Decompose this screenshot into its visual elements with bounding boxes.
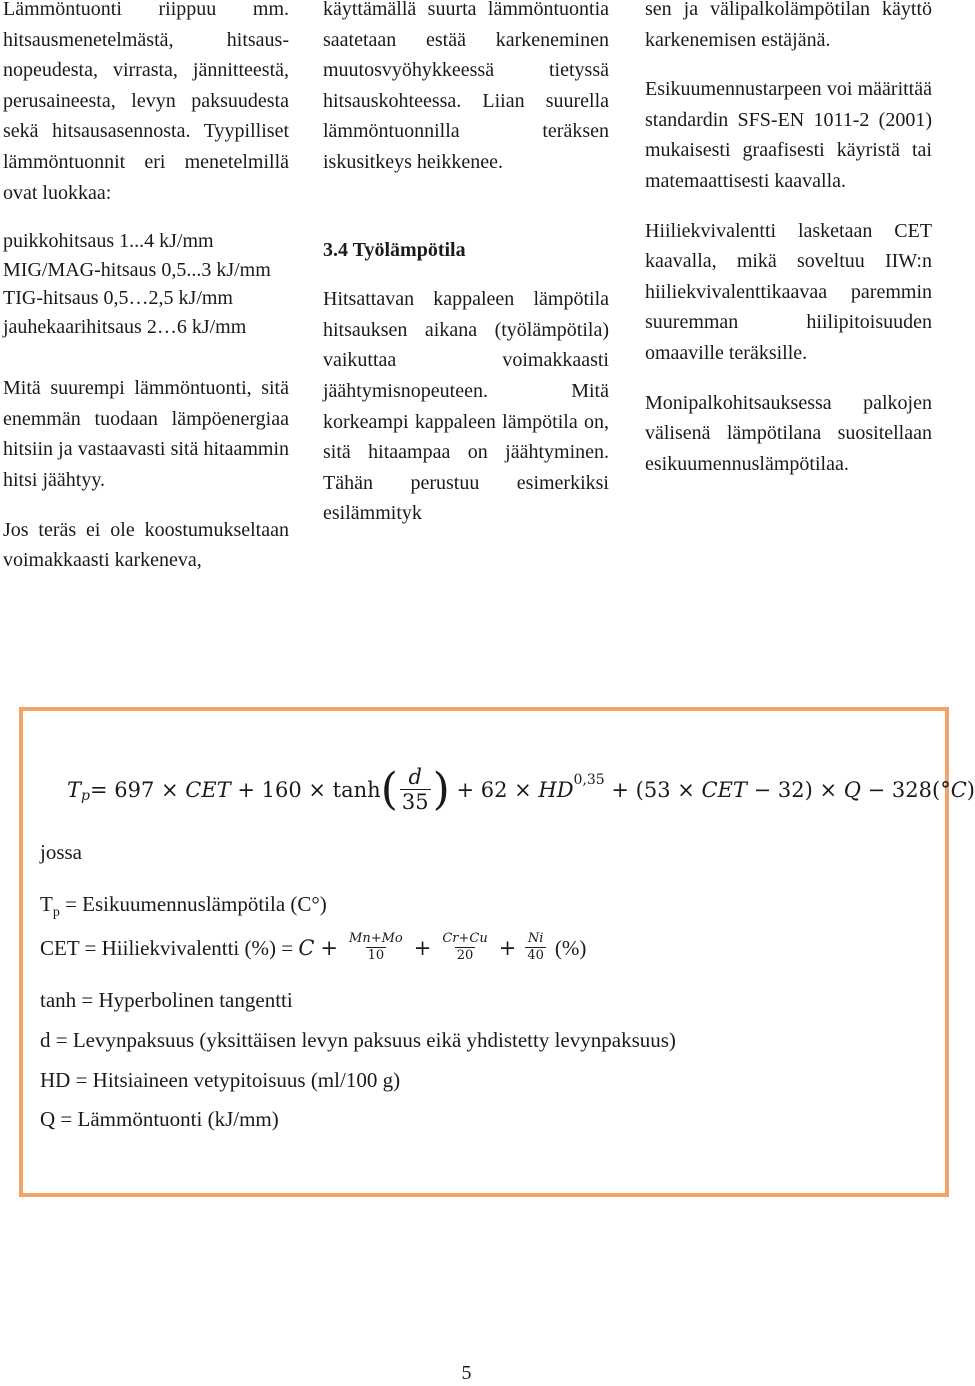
formula-fraction xyxy=(400,765,431,814)
definition-hd: HD = Hitsiaineen vetypitoisuus (ml/100 g) xyxy=(40,1068,401,1092)
cet-fraction xyxy=(525,931,546,964)
formula-text: HD xyxy=(538,777,574,802)
plus-sign: + xyxy=(413,935,432,960)
formula-text: − 32) × xyxy=(746,777,844,802)
definition-text: T xyxy=(40,892,53,916)
definition-text: = Esikuumennuslämpötila (C°) xyxy=(59,892,327,916)
paragraph: Mitä suurempi lämmöntuonti, sitä enemmän tuodaan lämpöenergiaa hitsiin ja vastaavasti sitä hitaammin hitsi jäähtyy. xyxy=(3,377,289,491)
list-item: jauhekaarihitsaus 2…6 kJ/mm xyxy=(3,315,247,338)
definition-text: 40 xyxy=(527,948,544,963)
formula-text: CET xyxy=(185,777,231,802)
list-item: puikkohitsaus 1...4 kJ/mm xyxy=(3,230,214,253)
formula-text: + 62 × xyxy=(449,777,539,802)
definition-tp xyxy=(40,891,327,921)
definition-q: Q = Lämmöntuonti (kJ/mm) xyxy=(40,1107,279,1131)
definition-text: C xyxy=(298,935,315,960)
cet-fraction xyxy=(347,931,405,964)
definition-jossa: jossa xyxy=(40,840,82,864)
page-number: 5 xyxy=(461,1362,472,1384)
definition-text: CET = Hiiliekvivalentti (%) = xyxy=(40,935,299,960)
cet-fraction xyxy=(440,931,489,964)
formula-text: 35 xyxy=(401,790,429,814)
formula-text: ) xyxy=(966,777,975,802)
formula-paren: ) xyxy=(432,763,450,815)
paragraph: Hitsattavan kappaleen lämpötila hitsauksen aikana (työlämpötila) vaikuttaa voimakkaasti jäähtymisnopeuteen. Mitä korkeampi kappaleen lämpötila on, sitä hitaampaa on jäähtyminen. Tähän perustuu esimerkiksi esilämmityk xyxy=(323,288,609,525)
paragraph: Monipalkohitsauksessa palkojen välisenä lämpötilana suositellaan esikuumennuslämpötilaa. xyxy=(645,391,932,475)
formula-text: CET xyxy=(701,777,747,802)
preheat-formula xyxy=(67,765,975,814)
paragraph: Lämmöntuonti riippuu mm. hitsausmenetelmästä, hitsausnopeudesta, virrasta, jännitteestä, perusaineesta, levyn paksuudesta sekä hitsausasennosta. Tyypilliset lämmöntuonnit eri menetelmillä ovat luokkaa: xyxy=(3,0,289,204)
definition-tanh: tanh = Hyperbolinen tangentti xyxy=(40,988,293,1012)
list-item: MIG/MAG-hitsaus 0,5...3 kJ/mm xyxy=(3,258,271,281)
definition-text: p xyxy=(52,905,60,920)
text-column-1 xyxy=(3,0,289,595)
definition-text: 20 xyxy=(456,948,474,963)
definition-cet xyxy=(40,931,586,964)
welding-methods-list xyxy=(3,227,289,341)
formula-text: T xyxy=(67,777,82,802)
text-column-3 xyxy=(645,0,932,498)
formula-text: + (53 × xyxy=(604,777,702,802)
plus-sign: + xyxy=(320,935,339,960)
formula-text: 0,35 xyxy=(573,771,605,788)
paragraph: sen ja välipalkolämpötilan käyttö karkenemisen estäjänä. xyxy=(645,0,932,51)
definition-d: d = Levynpaksuus (yksittäisen levyn paksuus eikä yhdistetty levynpaksuus) xyxy=(40,1028,676,1052)
definition-text: Ni xyxy=(527,931,544,946)
formula-paren: ( xyxy=(380,763,398,815)
formula-text: Q xyxy=(843,777,861,802)
formula-text: − 328(° xyxy=(860,777,951,802)
formula-text: d xyxy=(408,765,422,789)
definition-text: Cr+Cu xyxy=(442,931,488,946)
definition-text: Mn+Mo xyxy=(349,931,403,946)
plus-sign: + xyxy=(498,935,517,960)
list-item: TIG-hitsaus 0,5…2,5 kJ/mm xyxy=(3,287,233,310)
formula-text: C xyxy=(950,777,967,802)
section-heading: 3.4 Työlämpötila xyxy=(323,238,466,261)
formula-box xyxy=(19,707,975,1197)
text-column-2 xyxy=(323,0,609,548)
paragraph: Esikuumennustarpeen voi määrittää standardin SFS-EN 1011-2 (2001) mukaisesti graafisesti käyristä tai matemaattisesti kaavalla. xyxy=(645,78,932,192)
definition-text: 10 xyxy=(367,948,385,963)
paragraph: Jos teräs ei ole koostumukseltaan voimakkaasti karkeneva, xyxy=(3,518,289,572)
formula-text: = 697 × xyxy=(89,777,186,802)
formula-text: + 160 × tanh xyxy=(230,777,381,802)
formula-text: p xyxy=(81,787,90,804)
paragraph: Hiiliekvivalentti lasketaan CET kaavalla, mikä soveltuu IIW:n hiiliekvivalenttikaavaa paremmin suuremman hiilipitoisuuden omaaville teräksille. xyxy=(645,219,932,364)
paragraph: käyttämällä suurta lämmöntuontia saatetaan estää karkeneminen muutosvyöhykkeessä tietyssä hitsauskohteessa. Liian suurella lämmöntuonnilla teräksen iskusitkeys heikkenee. xyxy=(323,0,609,173)
definition-text: (%) xyxy=(554,935,587,960)
